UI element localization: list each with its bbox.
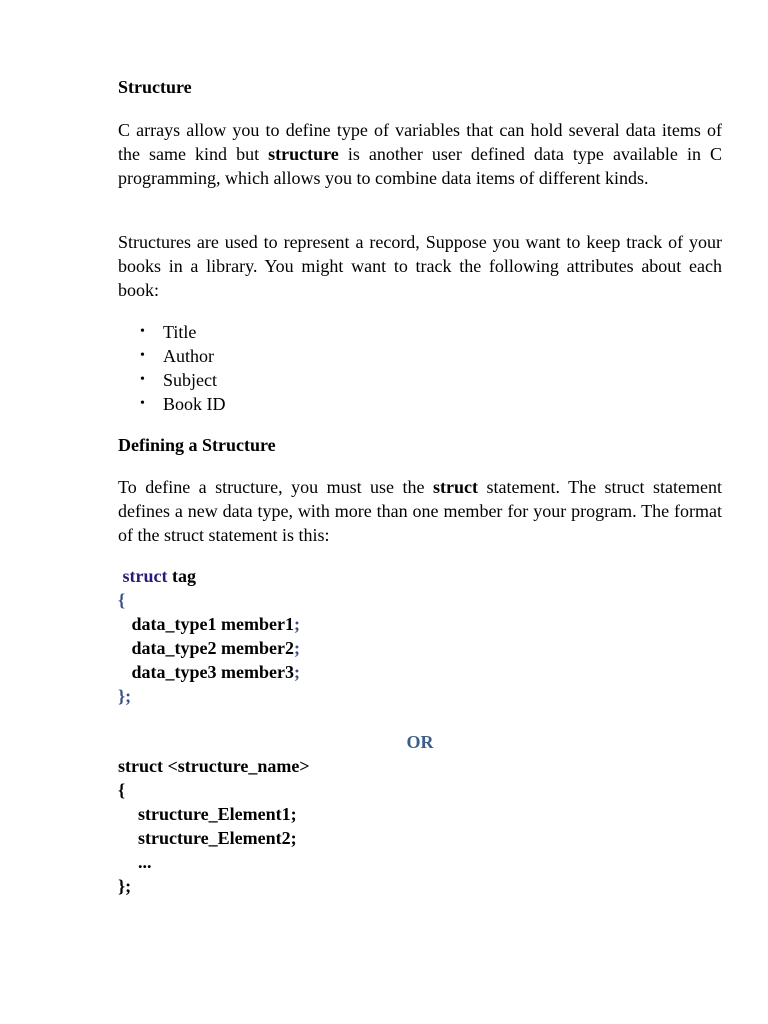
code-element-line: structure_Element1;	[138, 804, 297, 824]
code-member-line	[118, 660, 300, 684]
or-separator: OR	[406, 732, 434, 752]
list-item-label: Author	[163, 346, 214, 366]
code-member: data_type1 member1	[131, 614, 294, 634]
list-item-label: Book ID	[163, 394, 226, 414]
code-block-struct-tag	[118, 564, 300, 708]
list-item	[118, 320, 722, 344]
code-close-brace: };	[118, 686, 132, 706]
bullet-icon: •	[140, 348, 145, 363]
paragraph-intro	[118, 118, 722, 190]
code-member-line	[118, 636, 300, 660]
bullet-icon: •	[140, 372, 145, 387]
paragraph-records: Structures are used to represent a record, Suppose you want to keep track of your books in a library. You might want to track the following attributes about each book:	[118, 232, 722, 300]
list-item-label: Title	[163, 322, 197, 342]
code-semicolon: ;	[293, 614, 300, 634]
code-close-brace: };	[118, 876, 132, 896]
paragraph-struct-bold: struct	[433, 477, 478, 497]
code-block-structure-name	[118, 754, 310, 898]
paragraph-struct-statement	[118, 475, 722, 547]
code-element-line: structure_Element2;	[138, 828, 297, 848]
code-line-header: struct <structure_name>	[118, 756, 310, 776]
list-item	[118, 392, 722, 416]
heading-structure: Structure	[118, 77, 192, 97]
heading-defining-structure: Defining a Structure	[118, 435, 276, 455]
code-semicolon: ;	[293, 662, 300, 682]
paragraph-intro-bold: structure	[268, 144, 339, 164]
attribute-list	[118, 320, 722, 416]
code-tag: tag	[167, 566, 196, 586]
paragraph-intro-text-b: is another user defined data type available in C programming, which allows you to combine data items of different kinds.	[118, 144, 722, 188]
code-open-brace: {	[118, 780, 126, 800]
code-open-brace: {	[118, 590, 126, 610]
code-keyword: struct	[122, 566, 168, 586]
list-item	[118, 344, 722, 368]
code-line-header	[118, 564, 300, 588]
bullet-icon: •	[140, 396, 145, 411]
code-semicolon: ;	[293, 638, 300, 658]
paragraph-intro-text-a: C arrays allow you to define type of variables that can hold several data items of the same kind but	[118, 120, 722, 164]
code-member: data_type3 member3	[131, 662, 294, 682]
paragraph-struct-text-a: To define a structure, you must use the	[118, 477, 433, 497]
code-ellipsis-line: ...	[138, 852, 152, 872]
bullet-icon: •	[140, 324, 145, 339]
code-member: data_type2 member2	[131, 638, 294, 658]
list-item-label: Subject	[163, 370, 217, 390]
list-item	[118, 368, 722, 392]
code-member-line	[118, 612, 300, 636]
paragraph-struct-text-b: statement. The struct statement defines a new data type, with more than one member for your program. The format of the struct statement is this:	[118, 477, 722, 545]
